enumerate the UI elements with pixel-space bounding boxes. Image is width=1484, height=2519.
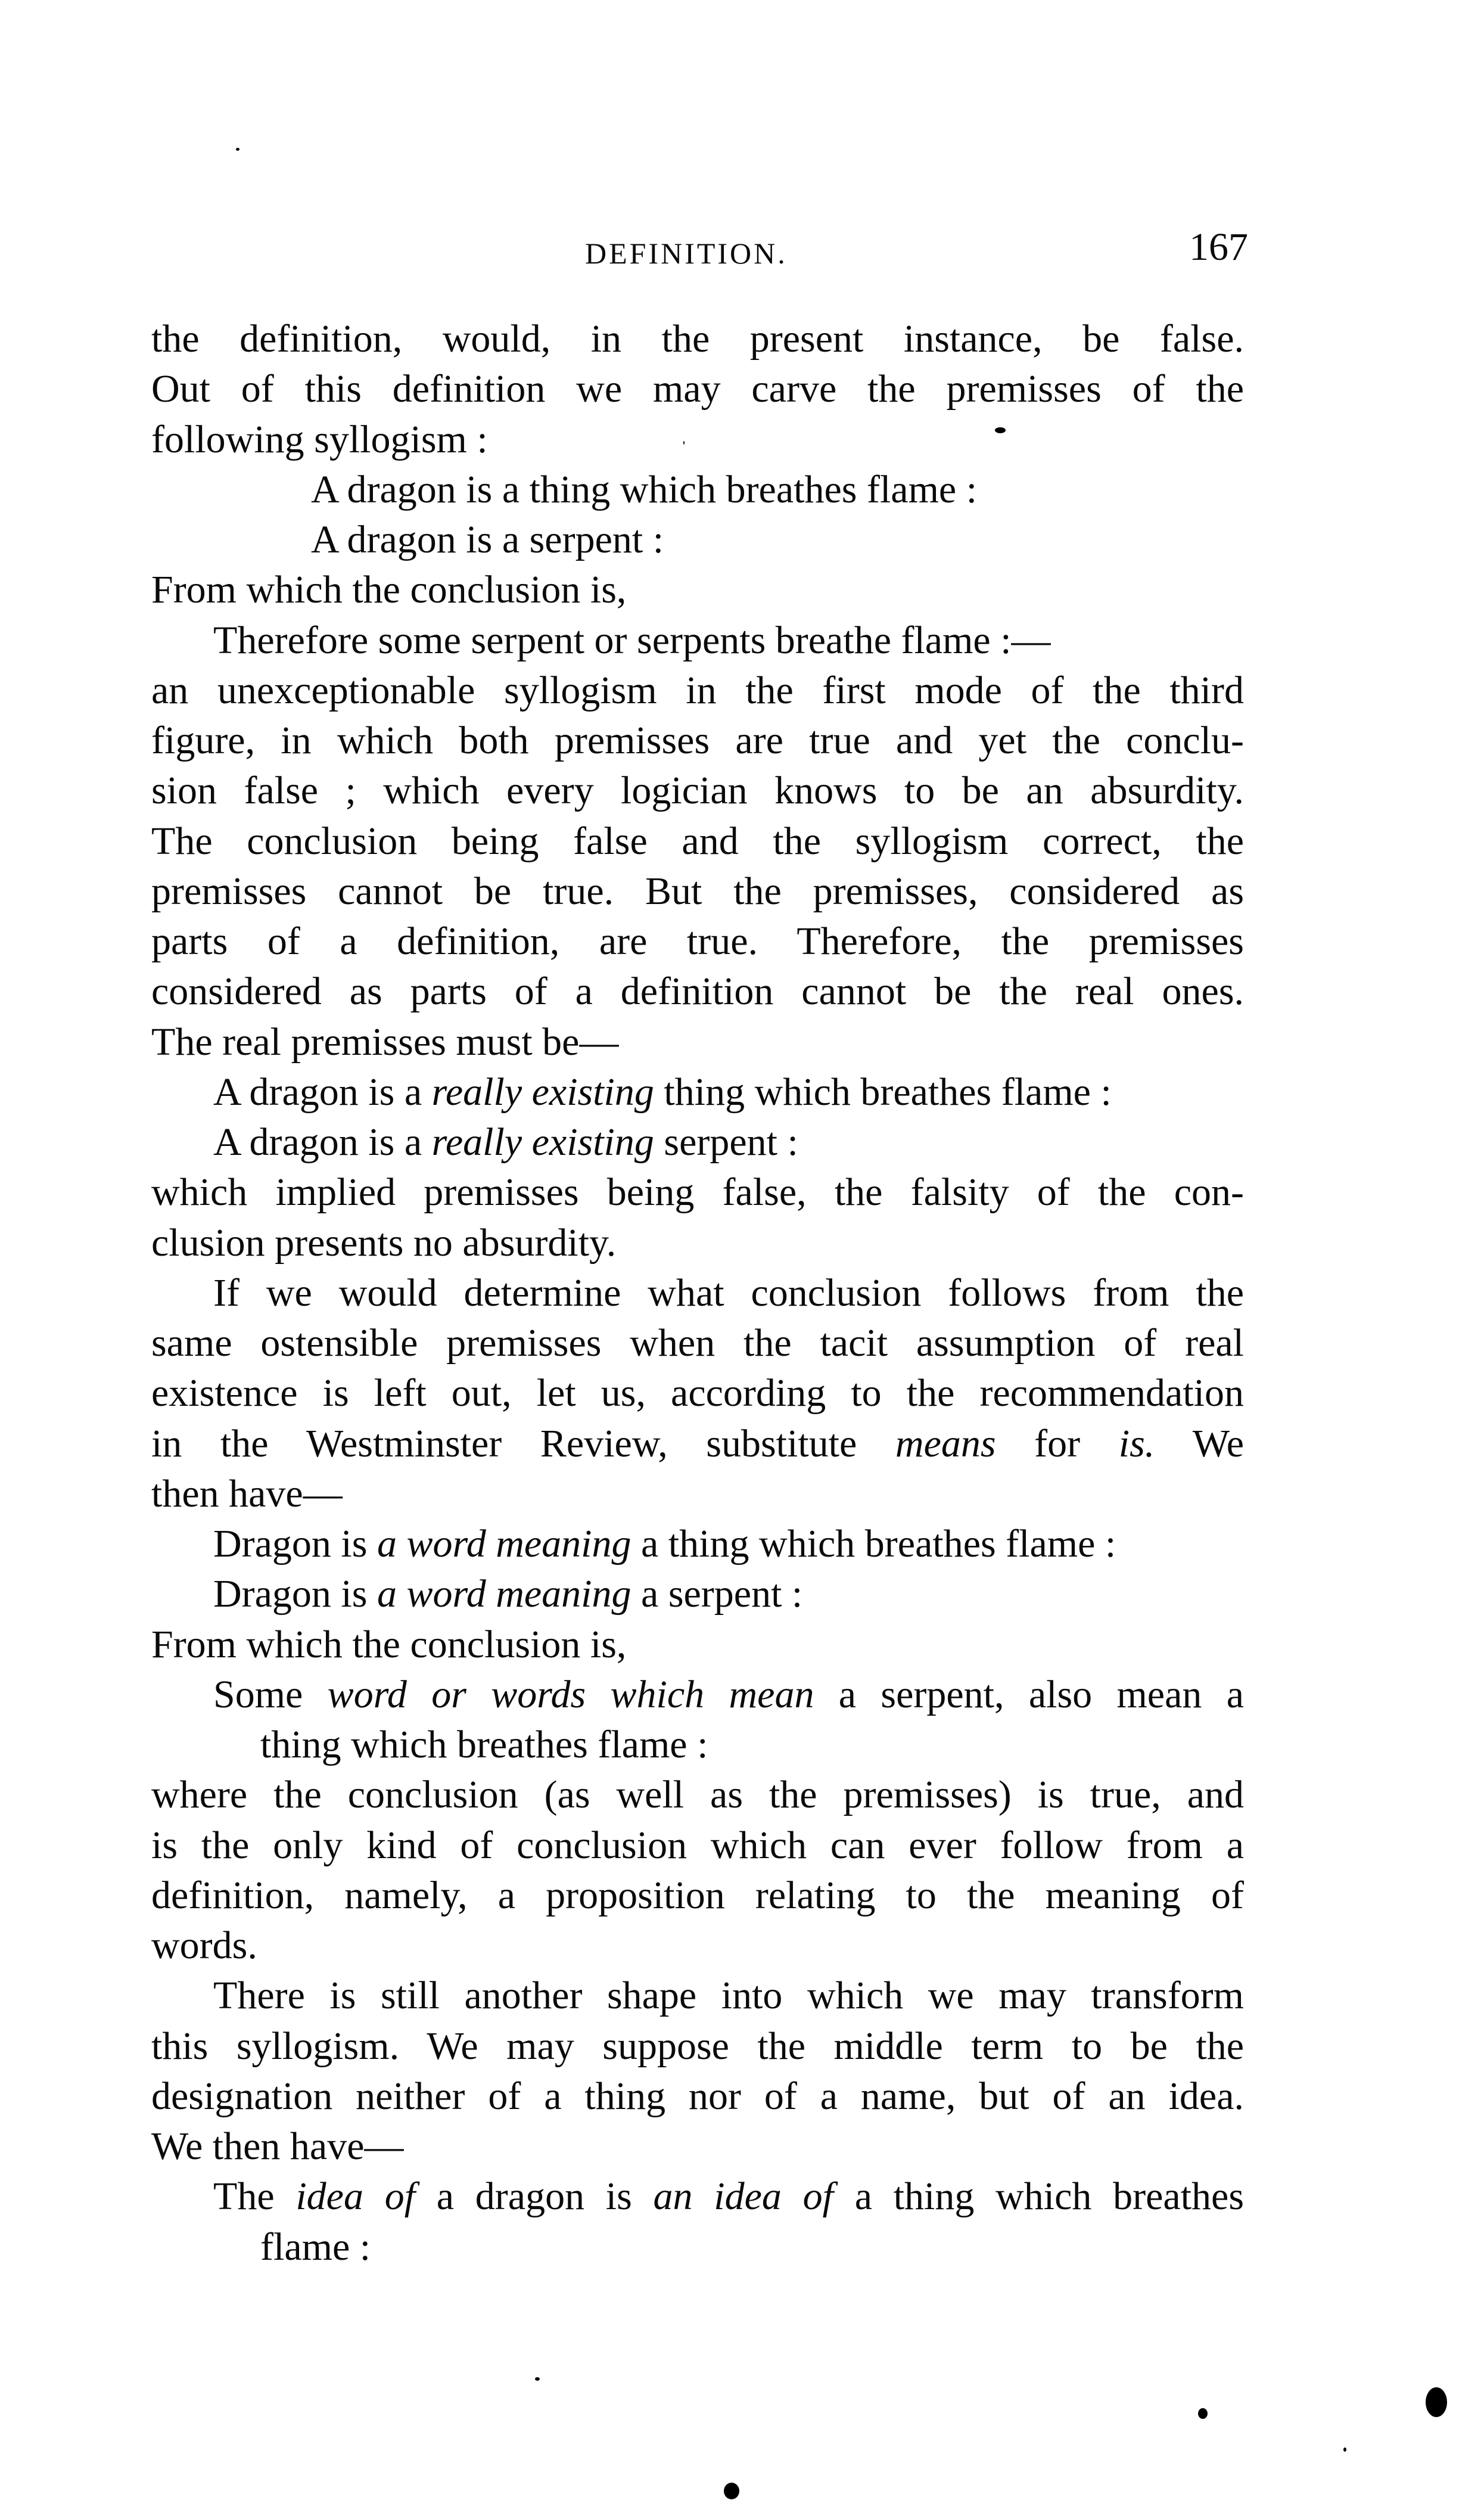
page-number: 167: [1189, 225, 1248, 269]
text-line: existence is left out, let us, according to the recommendation: [151, 1371, 1244, 1415]
running-head: DEFINITION.: [585, 237, 788, 270]
text-line: designation neither of a thing nor of a name, but of an idea.: [151, 2074, 1244, 2118]
text-line: parts of a definition, are true. Therefore, the premisses: [151, 920, 1244, 963]
text-line: where the conclusion (as well as the premisses) is true, and: [151, 1773, 1244, 1816]
ink-speck: [236, 148, 239, 151]
text-line: sion false ; which every logician knows to be an absurdity.: [151, 769, 1244, 812]
text-line: figure, in which both premisses are true and yet the conclu-: [151, 719, 1244, 762]
syllogism-conclusion: Some word or words which mean a serpent, also mean a: [213, 1673, 1245, 1716]
text-line: is the only kind of conclusion which can ever follow from a: [151, 1824, 1244, 1867]
text-line: words.: [151, 1924, 257, 1967]
syllogism-premise: A dragon is a thing which breathes flame :: [311, 468, 978, 511]
syllogism-conclusion-continued: thing which breathes flame :: [260, 1723, 708, 1766]
syllogism-premise: A dragon is a really existing thing which breathes flame :: [213, 1070, 1112, 1114]
ink-speck: [995, 427, 1006, 433]
text-line: in the Westminster Review, substitute means for is. We: [151, 1422, 1244, 1465]
text-line: From which the conclusion is,: [151, 568, 627, 611]
text-line: Out of this definition we may carve the premisses of the: [151, 367, 1244, 411]
syllogism-premise: The idea of a dragon is an idea of a thing which breathes: [213, 2175, 1245, 2218]
ink-speck: [535, 2377, 540, 2381]
syllogism-premise: Dragon is a word meaning a serpent :: [213, 1572, 803, 1616]
text-line: The conclusion being false and the syllogism correct, the: [151, 819, 1244, 863]
text-line: definition, namely, a proposition relating to the meaning of: [151, 1874, 1244, 1917]
text-line: the definition, would, in the present instance, be false.: [151, 317, 1244, 361]
ink-speck: [1426, 2387, 1447, 2417]
syllogism-premise-continued: flame :: [260, 2225, 371, 2269]
text-line: We then have—: [151, 2124, 404, 2168]
ink-speck: [683, 441, 685, 445]
paragraph-first-line: There is still another shape into which we may transform: [213, 1974, 1244, 2017]
text-line: From which the conclusion is,: [151, 1623, 627, 1666]
text-line: The real premisses must be—: [151, 1020, 619, 1064]
text-line: clusion presents no absurdity.: [151, 1221, 617, 1265]
syllogism-conclusion: Therefore some serpent or serpents breathe flame :—: [213, 619, 1051, 662]
text-line: which implied premisses being false, the falsity of the con-: [151, 1170, 1244, 1214]
text-line: premisses cannot be true. But the premisses, considered as: [151, 869, 1244, 913]
syllogism-premise: A dragon is a serpent :: [311, 518, 664, 561]
text-line: following syllogism :: [151, 418, 488, 461]
ink-speck: [1343, 2447, 1346, 2452]
text-line: same ostensible premisses when the tacit assumption of real: [151, 1321, 1244, 1365]
syllogism-premise: Dragon is a word meaning a thing which breathes flame :: [213, 1522, 1116, 1566]
text-line: an unexceptionable syllogism in the first mode of the third: [151, 669, 1244, 712]
text-line: considered as parts of a definition cannot be the real ones.: [151, 970, 1244, 1013]
paragraph-first-line: If we would determine what conclusion follows from the: [213, 1271, 1244, 1315]
text-line: this syllogism. We may suppose the middle term to be the: [151, 2024, 1244, 2068]
syllogism-premise: A dragon is a really existing serpent :: [213, 1120, 798, 1164]
ink-speck: [1198, 2408, 1208, 2419]
text-line: then have—: [151, 1472, 343, 1515]
ink-speck: [724, 2483, 739, 2499]
